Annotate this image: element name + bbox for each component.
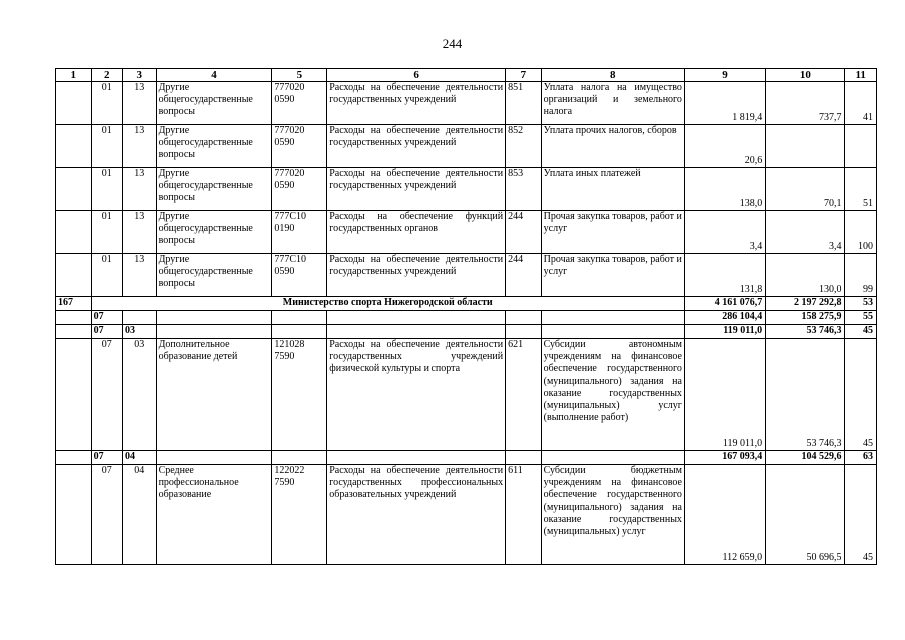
cell-section: 07 — [91, 311, 122, 325]
cell-expense-name: Субсидии бюджетным учреждениям на финансовое обеспечение государственного (муниципального) задания на оказание государственных (муниципальных) услуг — [541, 465, 684, 565]
cell-actual: 130,0 — [766, 254, 845, 297]
cell-1 — [56, 82, 92, 125]
cell-percent: 99 — [845, 254, 877, 297]
cell-purpose: Расходы на обеспечение деятельности государственных учреждений — [327, 82, 506, 125]
header-row — [56, 69, 877, 82]
cell-subsection: 04 — [123, 451, 157, 465]
cell-percent: 41 — [845, 82, 877, 125]
cell-section: 01 — [91, 125, 122, 168]
table-row — [56, 339, 877, 451]
cell-actual: 53 746,3 — [766, 325, 845, 339]
cell-percent: 45 — [845, 339, 877, 451]
header-cell: 4 — [156, 69, 272, 82]
cell-purpose: Расходы на обеспечение функций государственных органов — [327, 211, 506, 254]
header-cell: 1 — [56, 69, 92, 82]
cell-expense-type: 851 — [506, 82, 542, 125]
cell-expense-type: 244 — [506, 254, 542, 297]
cell-section: 07 — [91, 465, 122, 565]
header-cell: 6 — [327, 69, 506, 82]
cell-actual — [766, 125, 845, 168]
cell-purpose: Расходы на обеспечение деятельности государственных учреждений физической культуры и спорта — [327, 339, 506, 451]
cell-subsection: 04 — [123, 465, 157, 565]
header-cell: 3 — [123, 69, 157, 82]
cell-name: Дополнительное образование детей — [156, 339, 272, 451]
cell-subsection: 13 — [123, 125, 157, 168]
cell-expense-name: Уплата прочих налогов, сборов — [541, 125, 684, 168]
table-row — [56, 465, 877, 565]
cell-expense-type: 621 — [506, 339, 542, 451]
cell-plan: 119 011,0 — [684, 325, 765, 339]
cell-1 — [56, 168, 92, 211]
ministry-name: Министерство спорта Нижегородской области — [91, 297, 684, 311]
table-row — [56, 211, 877, 254]
cell-percent: 55 — [845, 311, 877, 325]
header-cell: 10 — [766, 69, 845, 82]
header-cell: 2 — [91, 69, 122, 82]
cell-actual: 737,7 — [766, 82, 845, 125]
cell-expense-name: Прочая закупка товаров, работ и услуг — [541, 254, 684, 297]
cell-target-code: 777020 0590 — [272, 82, 327, 125]
cell-subsection: 03 — [123, 325, 157, 339]
cell-name: Другие общегосударственные вопросы — [156, 125, 272, 168]
cell-target-code: 777C10 0190 — [272, 211, 327, 254]
cell-name: Другие общегосударственные вопросы — [156, 82, 272, 125]
cell-percent — [845, 125, 877, 168]
table-row — [56, 168, 877, 211]
cell-percent: 45 — [845, 325, 877, 339]
cell-target-code: 121028 7590 — [272, 339, 327, 451]
cell-plan: 119 011,0 — [684, 339, 765, 451]
cell-subsection: 13 — [123, 168, 157, 211]
page-number: 244 — [442, 36, 463, 51]
cell-target-code: 777020 0590 — [272, 125, 327, 168]
cell-expense-type: 853 — [506, 168, 542, 211]
cell-subsection: 13 — [123, 82, 157, 125]
cell-target-code: 777020 0590 — [272, 168, 327, 211]
cell-name: Другие общегосударственные вопросы — [156, 254, 272, 297]
cell-plan: 286 104,4 — [684, 311, 765, 325]
cell-percent: 63 — [845, 451, 877, 465]
cell-name: Другие общегосударственные вопросы — [156, 168, 272, 211]
cell-purpose: Расходы на обеспечение деятельности государственных учреждений — [327, 125, 506, 168]
cell-plan: 4 161 076,7 — [684, 297, 765, 311]
subsection-row — [56, 451, 877, 465]
cell-plan: 131,8 — [684, 254, 765, 297]
header-cell: 8 — [541, 69, 684, 82]
cell-1 — [56, 125, 92, 168]
cell-plan: 3,4 — [684, 211, 765, 254]
cell-section: 01 — [91, 168, 122, 211]
cell-purpose: Расходы на обеспечение деятельности государственных учреждений — [327, 254, 506, 297]
cell-section: 01 — [91, 211, 122, 254]
cell-expense-type: 244 — [506, 211, 542, 254]
cell-percent: 53 — [845, 297, 877, 311]
cell-actual: 50 696,5 — [766, 465, 845, 565]
cell-section: 07 — [91, 325, 122, 339]
subsection-row — [56, 325, 877, 339]
cell-actual: 3,4 — [766, 211, 845, 254]
cell-percent: 51 — [845, 168, 877, 211]
cell-percent: 100 — [845, 211, 877, 254]
section-row — [56, 311, 877, 325]
cell-plan: 20,6 — [684, 125, 765, 168]
cell-percent: 45 — [845, 465, 877, 565]
cell-plan: 1 819,4 — [684, 82, 765, 125]
cell-purpose: Расходы на обеспечение деятельности государственных профессиональных образовательных учреждений — [327, 465, 506, 565]
table-row — [56, 82, 877, 125]
cell-name: Среднее профессиональное образование — [156, 465, 272, 565]
cell-actual: 2 197 292,8 — [766, 297, 845, 311]
cell-subsection: 03 — [123, 339, 157, 451]
cell-section: 07 — [91, 451, 122, 465]
cell-purpose: Расходы на обеспечение деятельности государственных учреждений — [327, 168, 506, 211]
cell-expense-name: Субсидии автономным учреждениям на финансовое обеспечение государственного (муниципального) задания на оказание государственных (муниципальных) услуг (выполнение работ) — [541, 339, 684, 451]
cell-expense-name: Уплата иных платежей — [541, 168, 684, 211]
cell-target-code: 122022 7590 — [272, 465, 327, 565]
cell-section: 01 — [91, 82, 122, 125]
cell-actual: 158 275,9 — [766, 311, 845, 325]
cell-target-code: 777C10 0590 — [272, 254, 327, 297]
cell-actual: 70,1 — [766, 168, 845, 211]
cell-expense-type: 852 — [506, 125, 542, 168]
cell-actual: 104 529,6 — [766, 451, 845, 465]
cell-expense-name: Прочая закупка товаров, работ и услуг — [541, 211, 684, 254]
cell-1 — [56, 254, 92, 297]
cell-expense-name: Уплата налога на имущество организаций и земельного налога — [541, 82, 684, 125]
cell-expense-type: 611 — [506, 465, 542, 565]
header-cell: 5 — [272, 69, 327, 82]
header-cell: 9 — [684, 69, 765, 82]
budget-table — [55, 68, 877, 565]
cell-1 — [56, 211, 92, 254]
ministry-row — [56, 297, 877, 311]
cell-plan: 138,0 — [684, 168, 765, 211]
cell-plan: 167 093,4 — [684, 451, 765, 465]
cell-section: 07 — [91, 339, 122, 451]
cell-section: 01 — [91, 254, 122, 297]
ministry-code: 167 — [56, 297, 92, 311]
header-cell: 11 — [845, 69, 877, 82]
header-cell: 7 — [506, 69, 542, 82]
cell-actual: 53 746,3 — [766, 339, 845, 451]
cell-plan: 112 659,0 — [684, 465, 765, 565]
cell-subsection: 13 — [123, 254, 157, 297]
cell-subsection: 13 — [123, 211, 157, 254]
table-row — [56, 125, 877, 168]
cell-name: Другие общегосударственные вопросы — [156, 211, 272, 254]
table-row — [56, 254, 877, 297]
